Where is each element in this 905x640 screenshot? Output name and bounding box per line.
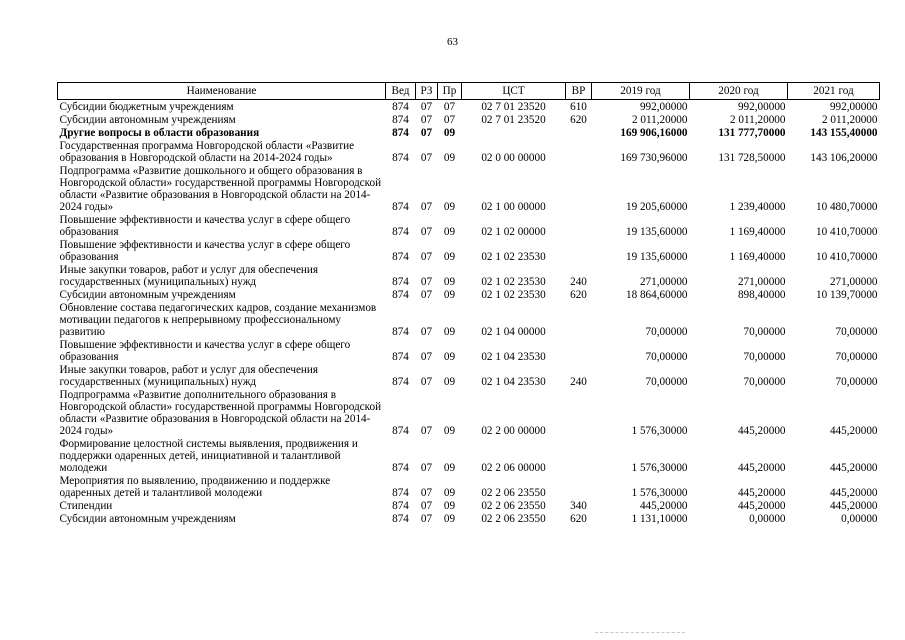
row-rz: 07 xyxy=(420,326,433,338)
table-row xyxy=(58,164,880,213)
row-2021-value: 143 155,40000 xyxy=(810,127,878,139)
row-2020-value: 70,00000 xyxy=(743,376,786,388)
row-ved: 874 xyxy=(392,276,409,288)
row-2020-value: 445,20000 xyxy=(737,487,786,499)
row-cst: 02 1 04 23530 xyxy=(481,351,546,363)
row-2019-value: 19 205,60000 xyxy=(625,201,688,213)
row-rz: 07 xyxy=(420,500,433,512)
row-pr: 09 xyxy=(443,289,456,301)
row-name: Иные закупки товаров, работ и услуг для обеспечения государственных (муниципальных) нужд xyxy=(59,364,319,388)
row-2020-value: 445,20000 xyxy=(737,462,786,474)
row-2020-value: 1 169,40000 xyxy=(729,251,786,263)
row-pr: 09 xyxy=(443,425,456,437)
page-number: 63 xyxy=(447,36,458,48)
row-ved: 874 xyxy=(392,425,409,437)
table-row xyxy=(58,338,880,363)
row-rz: 07 xyxy=(420,114,433,126)
row-pr: 09 xyxy=(443,513,456,525)
table-row xyxy=(58,499,880,512)
row-ved: 874 xyxy=(392,152,409,164)
row-2019-value: 1 576,30000 xyxy=(631,425,688,437)
row-pr: 09 xyxy=(443,276,456,288)
row-ved: 874 xyxy=(392,351,409,363)
row-name: Субсидии автономным учреждениям xyxy=(59,289,236,301)
row-2019-value: 169 906,16000 xyxy=(620,127,688,139)
row-2020-value: 70,00000 xyxy=(743,351,786,363)
row-vr: 620 xyxy=(570,289,587,301)
header-2021: 2021 год xyxy=(788,83,880,100)
row-2021-value: 70,00000 xyxy=(835,376,878,388)
row-cst: 02 1 02 23530 xyxy=(481,251,546,263)
row-2019-value: 70,00000 xyxy=(645,326,688,338)
row-pr: 07 xyxy=(443,114,456,126)
header-2019: 2019 год xyxy=(592,83,690,100)
row-pr: 09 xyxy=(443,201,456,213)
row-vr: 610 xyxy=(570,101,587,113)
row-name: Субсидии автономным учреждениям xyxy=(59,114,236,126)
row-name: Государственная программа Новгородской области «Развитие образования в Новгородской области на 2014-2024 годы» xyxy=(59,140,355,164)
row-2019-value: 19 135,60000 xyxy=(625,226,688,238)
row-2019-value: 18 864,60000 xyxy=(625,289,688,301)
row-name: Субсидии бюджетным учреждениям xyxy=(59,101,234,113)
row-vr xyxy=(566,126,592,139)
row-vr xyxy=(566,139,592,164)
row-cst: 02 1 00 00000 xyxy=(481,201,546,213)
row-pr: 09 xyxy=(443,326,456,338)
row-2021-value: 70,00000 xyxy=(835,351,878,363)
table-row xyxy=(58,474,880,499)
header-cst: ЦСТ xyxy=(462,83,566,100)
row-ved: 874 xyxy=(392,326,409,338)
row-2020-value: 445,20000 xyxy=(737,425,786,437)
row-vr xyxy=(566,213,592,238)
row-pr: 09 xyxy=(443,376,456,388)
row-2019-value: 169 730,96000 xyxy=(620,152,688,164)
table-row xyxy=(58,213,880,238)
budget-table xyxy=(57,82,880,525)
table-row xyxy=(58,113,880,126)
row-cst: 02 1 02 23530 xyxy=(481,276,546,288)
row-ved: 874 xyxy=(392,462,409,474)
row-rz: 07 xyxy=(420,226,433,238)
row-vr xyxy=(566,301,592,338)
row-cst xyxy=(462,126,566,139)
bottom-scan-mark xyxy=(595,632,685,634)
row-rz: 07 xyxy=(420,462,433,474)
row-vr xyxy=(566,437,592,474)
row-rz: 07 xyxy=(420,276,433,288)
row-vr xyxy=(566,238,592,263)
row-name: Повышение эффективности и качества услуг в сфере общего образования xyxy=(59,339,351,363)
row-cst: 02 2 06 23550 xyxy=(481,500,546,512)
row-2019-value: 70,00000 xyxy=(645,376,688,388)
row-cst: 02 1 04 23530 xyxy=(481,376,546,388)
row-vr: 340 xyxy=(570,500,587,512)
row-2020-value: 70,00000 xyxy=(743,326,786,338)
row-ved: 874 xyxy=(392,500,409,512)
row-name: Подпрограмма «Развитие дошкольного и общего образования в Новгородской области» государственной программы Новгородской области «Развитие образования в Новгородской области на 2014-2024 годы» xyxy=(59,165,382,213)
row-rz: 07 xyxy=(420,425,433,437)
row-rz: 07 xyxy=(420,152,433,164)
row-2021-value: 445,20000 xyxy=(829,462,878,474)
row-vr xyxy=(566,164,592,213)
row-2019-value: 70,00000 xyxy=(645,351,688,363)
header-pr: Пр xyxy=(438,83,462,100)
row-rz: 07 xyxy=(420,127,433,139)
row-rz: 07 xyxy=(420,251,433,263)
row-2019-value: 19 135,60000 xyxy=(625,251,688,263)
header-name: Наименование xyxy=(58,83,386,100)
row-ved: 874 xyxy=(392,226,409,238)
row-cst: 02 1 02 23530 xyxy=(481,289,546,301)
row-ved: 874 xyxy=(392,487,409,499)
table-row xyxy=(58,512,880,525)
table-row xyxy=(58,126,880,139)
row-2020-value: 992,00000 xyxy=(737,101,786,113)
row-pr: 09 xyxy=(443,351,456,363)
row-pr: 09 xyxy=(443,127,456,139)
row-ved: 874 xyxy=(392,101,409,113)
row-vr xyxy=(566,388,592,437)
row-2021-value: 2 011,20000 xyxy=(821,114,878,126)
row-2021-value: 143 106,20000 xyxy=(810,152,878,164)
row-cst: 02 1 02 00000 xyxy=(481,226,546,238)
row-pr: 09 xyxy=(443,152,456,164)
header-2020: 2020 год xyxy=(690,83,788,100)
row-2021-value: 10 480,70000 xyxy=(815,201,878,213)
row-cst: 02 7 01 23520 xyxy=(481,114,546,126)
row-2021-value: 10 139,70000 xyxy=(815,289,878,301)
row-2021-value: 0,00000 xyxy=(841,513,878,525)
row-2020-value: 2 011,20000 xyxy=(729,114,786,126)
row-name: Подпрограмма «Развитие дополнительного образования в Новгородской области» государственной программы Новгородской области «Развитие образования в Новгородской области на 2014-2024 годы» xyxy=(59,389,382,437)
table-row xyxy=(58,301,880,338)
row-name: Субсидии автономным учреждениям xyxy=(59,513,236,525)
table-row xyxy=(58,238,880,263)
row-rz: 07 xyxy=(420,487,433,499)
row-2021-value: 271,00000 xyxy=(829,276,878,288)
row-2020-value: 898,40000 xyxy=(737,289,786,301)
row-name: Обновление состава педагогических кадров, создание механизмов мотивации педагогов к непрерывному профессиональному развитию xyxy=(59,302,377,338)
row-pr: 09 xyxy=(443,462,456,474)
row-name: Другие вопросы в области образования xyxy=(59,127,260,139)
row-cst: 02 2 00 00000 xyxy=(481,425,546,437)
row-2019-value: 445,20000 xyxy=(639,500,688,512)
row-2020-value: 1 169,40000 xyxy=(729,226,786,238)
row-2020-value: 131 777,70000 xyxy=(718,127,786,139)
row-name: Иные закупки товаров, работ и услуг для обеспечения государственных (муниципальных) нужд xyxy=(59,264,319,288)
row-vr: 240 xyxy=(570,276,587,288)
row-pr: 09 xyxy=(443,487,456,499)
row-2019-value: 1 576,30000 xyxy=(631,487,688,499)
table-header-row xyxy=(58,83,880,100)
row-2020-value: 271,00000 xyxy=(737,276,786,288)
table-row xyxy=(58,388,880,437)
row-vr xyxy=(566,474,592,499)
row-ved: 874 xyxy=(392,201,409,213)
row-rz: 07 xyxy=(420,513,433,525)
row-2020-value: 131 728,50000 xyxy=(718,152,786,164)
row-name: Формирование целостной системы выявления, продвижения и поддержки одаренных детей, инициативной и талантливой молодежи xyxy=(59,438,358,474)
table-row xyxy=(58,100,880,114)
row-2021-value: 10 410,70000 xyxy=(815,251,878,263)
row-2020-value: 445,20000 xyxy=(737,500,786,512)
row-cst: 02 1 04 00000 xyxy=(481,326,546,338)
row-ved: 874 xyxy=(392,127,409,139)
table-body xyxy=(58,100,880,526)
table-row xyxy=(58,139,880,164)
table-row xyxy=(58,288,880,301)
row-rz: 07 xyxy=(420,376,433,388)
row-cst: 02 7 01 23520 xyxy=(481,101,546,113)
row-2021-value: 445,20000 xyxy=(829,425,878,437)
row-ved: 874 xyxy=(392,376,409,388)
table-row xyxy=(58,437,880,474)
row-pr: 09 xyxy=(443,226,456,238)
row-vr: 240 xyxy=(570,376,587,388)
row-vr: 620 xyxy=(570,513,587,525)
header-ved: Вед xyxy=(386,83,416,100)
header-vr: ВР xyxy=(566,83,592,100)
row-ved: 874 xyxy=(392,114,409,126)
row-rz: 07 xyxy=(420,201,433,213)
row-2019-value: 271,00000 xyxy=(639,276,688,288)
row-2021-value: 10 410,70000 xyxy=(815,226,878,238)
row-2020-value: 1 239,40000 xyxy=(729,201,786,213)
table-row xyxy=(58,263,880,288)
row-cst: 02 2 06 00000 xyxy=(481,462,546,474)
table-row xyxy=(58,363,880,388)
row-pr: 07 xyxy=(443,101,456,113)
row-2019-value: 2 011,20000 xyxy=(631,114,688,126)
row-name: Повышение эффективности и качества услуг в сфере общего образования xyxy=(59,214,351,238)
header-rz: РЗ xyxy=(416,83,438,100)
row-cst: 02 2 06 23550 xyxy=(481,513,546,525)
row-cst: 02 2 06 23550 xyxy=(481,487,546,499)
row-vr xyxy=(566,338,592,363)
row-name: Стипендии xyxy=(59,500,113,512)
row-2021-value: 70,00000 xyxy=(835,326,878,338)
row-2021-value: 445,20000 xyxy=(829,500,878,512)
row-ved: 874 xyxy=(392,289,409,301)
row-name: Мероприятия по выявлению, продвижению и поддержке одаренных детей и талантливой молодежи xyxy=(59,475,331,499)
row-2020-value: 0,00000 xyxy=(749,513,786,525)
row-pr: 09 xyxy=(443,251,456,263)
row-2021-value: 445,20000 xyxy=(829,487,878,499)
row-rz: 07 xyxy=(420,289,433,301)
row-2019-value: 992,00000 xyxy=(639,101,688,113)
row-vr: 620 xyxy=(570,114,587,126)
row-ved: 874 xyxy=(392,251,409,263)
row-name: Повышение эффективности и качества услуг в сфере общего образования xyxy=(59,239,351,263)
row-2019-value: 1 131,10000 xyxy=(631,513,688,525)
row-pr: 09 xyxy=(443,500,456,512)
row-rz: 07 xyxy=(420,351,433,363)
row-2021-value: 992,00000 xyxy=(829,101,878,113)
row-rz: 07 xyxy=(420,101,433,113)
row-2019-value: 1 576,30000 xyxy=(631,462,688,474)
row-ved: 874 xyxy=(392,513,409,525)
row-cst: 02 0 00 00000 xyxy=(481,152,546,164)
